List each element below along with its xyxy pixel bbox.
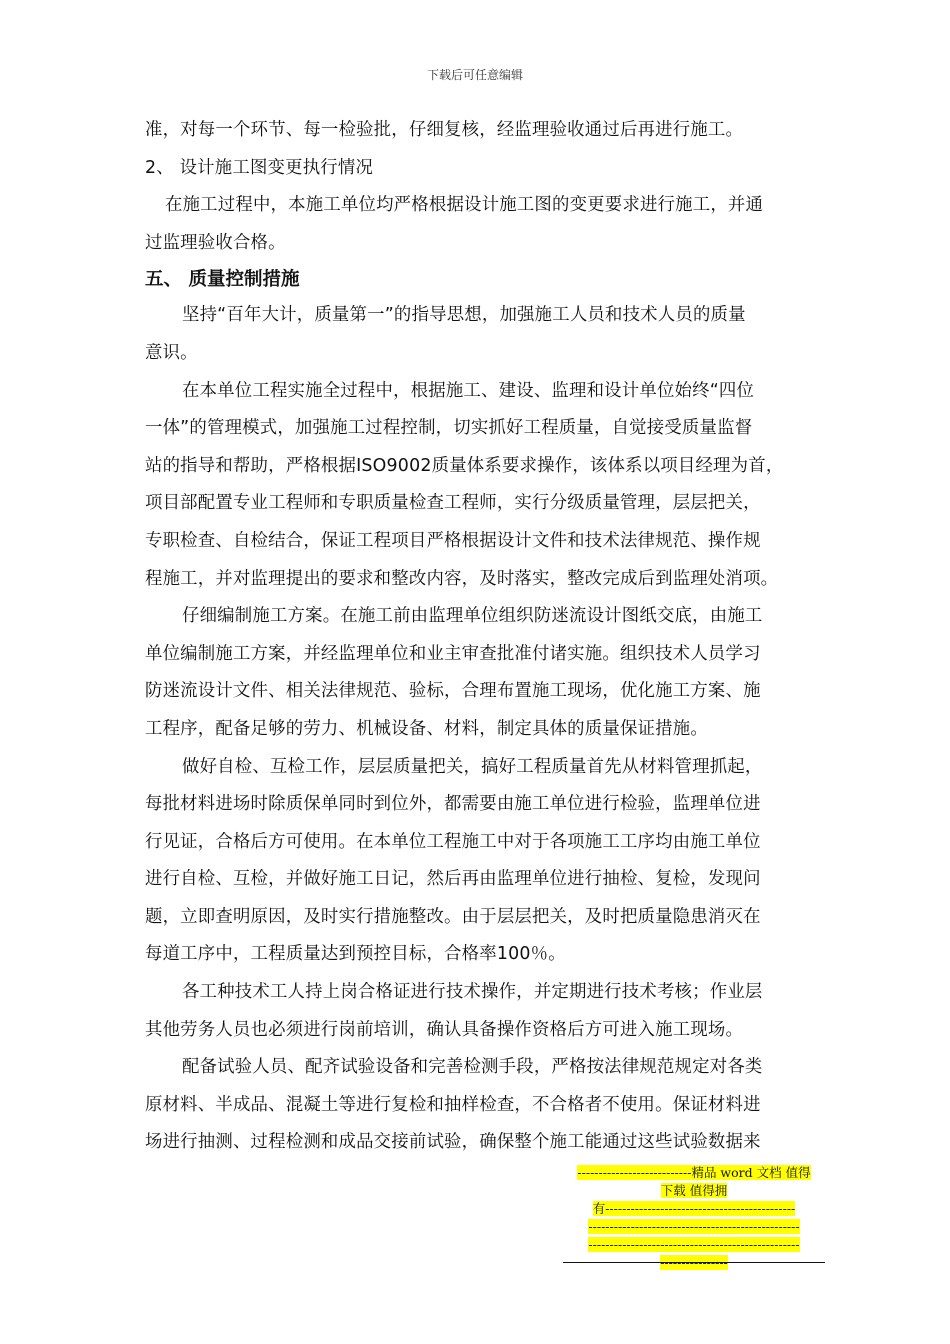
paragraph-line: 单位编制施工方案，并经监理单位和业主审查批准付诸实施。组织技术人员学习 (145, 643, 761, 664)
footer-line: ---------------------------精品 word 文档 值得 (577, 1165, 811, 1180)
paragraph-line: 仔细编制施工方案。在施工前由监理单位组织防迷流设计图纸交底，由施工 (182, 606, 763, 627)
paragraph-line: 每道工序中，工程质量达到预控目标，合格率100％。 (145, 944, 566, 965)
footer-divider (563, 1262, 825, 1263)
paragraph-line: 专职检查、自检结合，保证工程项目严格根据设计文件和技术法律规范、操作规 (145, 530, 761, 551)
paragraph-line: 原材料、半成品、混凝土等进行复检和抽样检查，不合格者不使用。保证材料进 (145, 1094, 761, 1115)
paragraph-line: 站的指导和帮助，严格根据ISO9002质量体系要求操作，该体系以项目经理为首， (145, 455, 784, 476)
paragraph-line: 程施工，并对监理提出的要求和整改内容，及时落实，整改完成后到监理处消项。 (145, 568, 779, 589)
paragraph-line: 其他劳务人员也必须进行岗前培训，确认具备操作资格后方可进入施工现场。 (145, 1019, 744, 1040)
section-heading: 五、 质量控制措施 (145, 269, 300, 291)
paragraph-line: 每批材料进场时除质保单同时到位外，都需要由施工单位进行检验，监理单位进 (145, 794, 761, 815)
footer-line: ---------------- (660, 1255, 728, 1270)
paragraph-line: 行见证，合格后方可使用。在本单位工程施工中对于各项施工工序均由施工单位 (145, 831, 761, 852)
paragraph-line: 题，立即查明原因，及时实行措施整改。由于层层把关，及时把质量隐患消灭在 (145, 906, 761, 927)
paragraph-line: 做好自检、互检工作，层层质量把关，搞好工程质量首先从材料管理抓起， (182, 756, 763, 777)
paragraph-line: 各工种技术工人持上岗合格证进行技术操作，并定期进行技术考核；作业层 (182, 982, 763, 1003)
footer-line: -------------------------------------------------- (588, 1237, 800, 1252)
paragraph-line: 在本单位工程实施全过程中，根据施工、建设、监理和设计单位始终“四位 (182, 380, 755, 401)
paragraph-line: 意识。 (145, 342, 198, 363)
footer-line: 有--------------------------------------------- (592, 1201, 796, 1216)
paragraph-line: 准，对每一个环节、每一检验批，仔细复核，经监理验收通过后再进行施工。 (145, 120, 744, 140)
paragraph-line: 项目部配置专业工程师和专职质量检查工程师，实行分级质量管理，层层把关， (145, 493, 761, 514)
paragraph-line: 坚持“百年大计，质量第一”的指导思想，加强施工人员和技术人员的质量 (182, 305, 746, 326)
footer-line: 下载 值得拥 (660, 1183, 728, 1198)
paragraph-line: 一体”的管理模式，加强施工过程控制，切实抓好工程质量，自觉接受质量监督 (145, 418, 753, 439)
paragraph-line: 配备试验人员、配齐试验设备和完善检测手段，严格按法律规范规定对各类 (182, 1057, 763, 1078)
paragraph-line: 过监理验收合格。 (145, 232, 286, 253)
footer-line: -------------------------------------------------- (588, 1219, 800, 1234)
paragraph-line: 场进行抽测、过程检测和成品交接前试验，确保整个施工能通过这些试验数据来 (145, 1132, 761, 1153)
paragraph-line: 在施工过程中，本施工单位均严格根据设计施工图的变更要求进行施工，并通 (165, 195, 764, 216)
page-header: 下载后可任意编辑 (426, 68, 523, 82)
document-body (145, 112, 835, 1162)
footer-watermark (563, 1164, 825, 1272)
section-subheading: 2、 设计施工图变更执行情况 (145, 157, 374, 178)
paragraph-line: 防迷流设计文件、相关法律规范、验标，合理布置施工现场，优化施工方案、施 (145, 681, 761, 702)
paragraph-line: 工程序，配备足够的劳力、机械设备、材料，制定具体的质量保证措施。 (145, 718, 708, 739)
paragraph-line: 进行自检、互检，并做好施工日记，然后再由监理单位进行抽检、复检，发现问 (145, 869, 761, 890)
